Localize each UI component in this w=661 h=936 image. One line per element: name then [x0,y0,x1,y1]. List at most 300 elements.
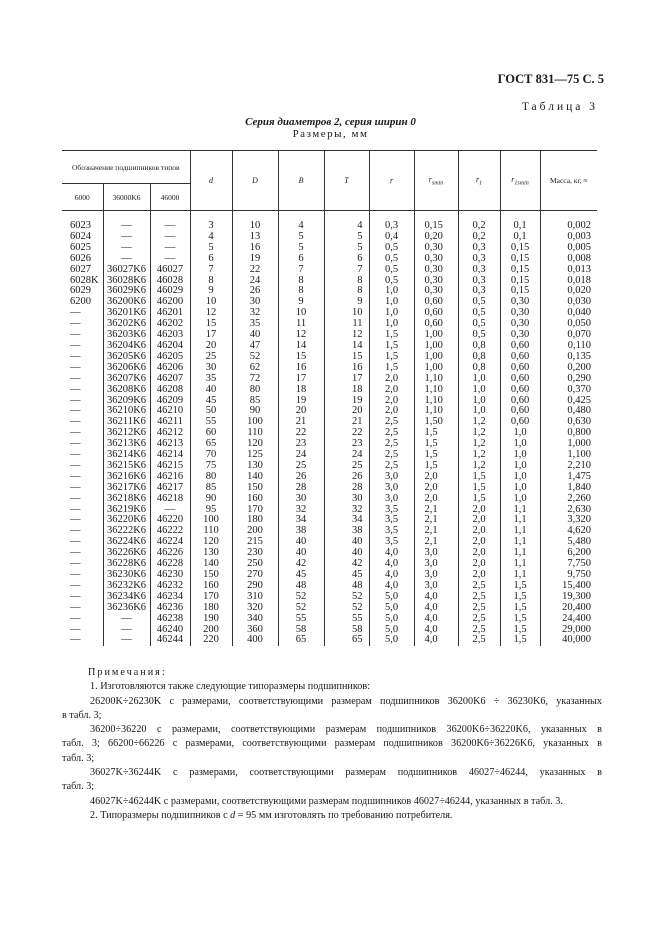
cell-T: 24 [324,450,369,461]
cell-D: 24 [232,276,278,287]
cell-T: 11 [324,319,369,330]
cell-r: 1,5 [369,330,414,341]
cell-T: 6 [324,254,369,265]
cell-r1: 2,5 [458,603,500,614]
cell-D: 26 [232,286,278,297]
cell-T: 9 [324,297,369,308]
cell-type-46000: 46230 [150,570,190,581]
cell-r1smin: 0,15 [500,286,540,297]
table-label: Таблица 3 [521,101,598,113]
cell-r1: 1,0 [458,406,500,417]
cell-r-smin: 0,30 [414,243,458,254]
cell-r: 4,0 [369,570,414,581]
cell-type-6000: — [70,580,81,591]
cell-r: 1,5 [369,363,414,374]
table-row [62,515,597,526]
cell-r1smin: 0,15 [500,243,540,254]
cell-r-smin: 0,20 [414,232,458,243]
cell-mass: 0,002 [540,211,597,232]
cell-d: 9 [190,286,232,297]
table-row [62,406,597,417]
bearing-table [62,150,597,646]
cell-r1: 0,8 [458,341,500,352]
cell-r-smin: 0,30 [414,286,458,297]
cell-r1smin: 1,5 [500,603,540,614]
cell-r: 1,0 [369,319,414,330]
cell-mass: 0,020 [540,286,597,297]
cell-mass: 0,008 [540,254,597,265]
cell-D: 230 [232,548,278,559]
cell-type-36000: — [103,635,150,646]
cell-d: 120 [190,537,232,548]
cell-d: 190 [190,614,232,625]
cell-T: 7 [324,265,369,276]
cell-type-36000: 36228K6 [103,559,150,570]
cell-B: 48 [278,581,324,592]
col-header-mass: Масса, кг, ≈ [540,151,597,211]
cell-type-46000: 46224 [150,537,190,548]
cell-mass: 0,018 [540,276,597,287]
cell-r: 4,0 [369,548,414,559]
cell-type-46000: 46236 [150,603,190,614]
col-header-d: d [190,151,232,211]
table-row [62,625,597,636]
cell-r1: 0,3 [458,265,500,276]
cell-mass: 0,630 [540,417,597,428]
cell-mass: 3,320 [540,515,597,526]
note-1-line-d: 46027K÷46244K с размерами, соответствующими размерам подшипников 46027÷46244, указанных в табл. 3. [90,795,563,807]
cell-r1smin: 1,1 [500,537,540,548]
cell-r1: 1,5 [458,494,500,505]
cell-r1smin: 0,15 [500,254,540,265]
cell-T: 28 [324,483,369,494]
cell-r1smin: 1,0 [500,483,540,494]
cell-type-6000: — [70,406,81,417]
cell-r-smin: 1,5 [414,461,458,472]
cell-r1smin: 0,60 [500,352,540,363]
cell-d: 140 [190,559,232,570]
cell-type-36000: 36215K6 [103,461,150,472]
table-row [62,570,597,581]
cell-B: 32 [278,505,324,516]
cell-T: 34 [324,515,369,526]
cell-B: 11 [278,319,324,330]
cell-D: 47 [232,341,278,352]
cell-d: 65 [190,439,232,450]
cell-r-smin: 1,00 [414,341,458,352]
cell-B: 19 [278,396,324,407]
cell-D: 16 [232,243,278,254]
cell-type-46000: 46214 [150,450,190,461]
cell-r1smin: 0,30 [500,330,540,341]
cell-T: 38 [324,526,369,537]
cell-r: 0,5 [369,276,414,287]
cell-d: 55 [190,417,232,428]
cell-D: 290 [232,581,278,592]
cell-mass: 40,000 [540,635,597,646]
cell-mass: 0,800 [540,428,597,439]
cell-type-46000: 46201 [150,308,190,319]
cell-r-smin: 2,0 [414,472,458,483]
col-header-type-36000: 36000K6 [103,184,150,211]
cell-r1smin: 0,30 [500,319,540,330]
col-header-B: B [278,151,324,211]
col-header-type-46000: 46000 [150,184,190,211]
cell-r1smin: 1,0 [500,472,540,483]
cell-type-6000: — [70,602,81,613]
cell-mass: 0,030 [540,297,597,308]
cell-d: 60 [190,428,232,439]
cell-type-6000: — [70,373,81,384]
cell-T: 22 [324,428,369,439]
cell-r: 2,0 [369,374,414,385]
table-row [62,428,597,439]
cell-type-36000: — [103,614,150,625]
cell-r1: 0,3 [458,254,500,265]
cell-mass: 0,110 [540,341,597,352]
cell-type-36000: 36201K6 [103,308,150,319]
cell-r1: 2,5 [458,635,500,646]
cell-r-smin: 1,50 [414,417,458,428]
cell-r1: 2,5 [458,581,500,592]
cell-B: 45 [278,570,324,581]
cell-r-smin: 0,15 [414,211,458,232]
table-row [62,211,597,232]
cell-D: 170 [232,505,278,516]
cell-D: 22 [232,265,278,276]
cell-mass: 0,425 [540,396,597,407]
cell-r-smin: 1,5 [414,428,458,439]
cell-B: 18 [278,385,324,396]
cell-type-36000: 36220K6 [103,515,150,526]
cell-mass: 1,000 [540,439,597,450]
cell-type-6000: — [70,384,81,395]
cell-type-46000: 46029 [150,286,190,297]
table-row [62,450,597,461]
cell-mass: 1,840 [540,483,597,494]
cell-T: 21 [324,417,369,428]
cell-d: 85 [190,483,232,494]
cell-D: 110 [232,428,278,439]
cell-r: 2,5 [369,417,414,428]
cell-r1: 1,2 [458,417,500,428]
cell-type-46000: 46216 [150,472,190,483]
cell-r-smin: 4,0 [414,625,458,636]
cell-r1: 0,5 [458,319,500,330]
cell-d: 35 [190,374,232,385]
cell-type-46000: 46202 [150,319,190,330]
cell-r1smin: 1,0 [500,461,540,472]
cell-r1smin: 1,1 [500,570,540,581]
cell-type-36000: 36203K6 [103,330,150,341]
cell-type-46000: 46234 [150,592,190,603]
cell-B: 8 [278,286,324,297]
cell-mass: 6,200 [540,548,597,559]
table-row [62,297,597,308]
table-row [62,614,597,625]
cell-r1: 0,5 [458,330,500,341]
cell-r-smin: 4,0 [414,603,458,614]
cell-type-6000: — [70,395,81,406]
cell-r1: 1,2 [458,450,500,461]
cell-r1: 1,5 [458,483,500,494]
notes-title: Примечания: [88,667,167,678]
cell-d: 6 [190,254,232,265]
cell-d: 110 [190,526,232,537]
table-row [62,286,597,297]
cell-D: 215 [232,537,278,548]
cell-r1: 2,0 [458,548,500,559]
cell-T: 19 [324,396,369,407]
cell-type-6000: — [70,417,81,428]
cell-type-36000: 36202K6 [103,319,150,330]
cell-D: 320 [232,603,278,614]
cell-mass: 2,260 [540,494,597,505]
cell-type-36000: 36218K6 [103,494,150,505]
cell-r1: 2,0 [458,537,500,548]
cell-D: 72 [232,374,278,385]
series-title: Серия диаметров 2, серия ширин 0 [245,116,416,128]
cell-d: 8 [190,276,232,287]
cell-mass: 20,400 [540,603,597,614]
table-row [62,417,597,428]
cell-type-6000: — [70,635,81,646]
cell-T: 18 [324,385,369,396]
cell-type-36000: 36222K6 [103,526,150,537]
cell-d: 50 [190,406,232,417]
cell-r1smin: 1,0 [500,428,540,439]
cell-r: 2,5 [369,461,414,472]
cell-mass: 0,370 [540,385,597,396]
cell-type-36000: 36029K6 [103,286,150,297]
cell-T: 65 [324,635,369,646]
cell-D: 30 [232,297,278,308]
table-row [62,232,597,243]
table-row [62,396,597,407]
cell-D: 13 [232,232,278,243]
cell-type-46000: 46244 [150,635,190,646]
cell-r1: 1,0 [458,385,500,396]
cell-r-smin: 3,0 [414,559,458,570]
cell-r1: 2,5 [458,592,500,603]
cell-B: 6 [278,254,324,265]
cell-T: 40 [324,548,369,559]
cell-B: 28 [278,483,324,494]
table-row [62,548,597,559]
cell-type-36000: 36205K6 [103,352,150,363]
cell-r: 5,0 [369,625,414,636]
cell-T: 10 [324,308,369,319]
cell-type-46000: — [150,243,190,254]
cell-r-smin: 2,1 [414,515,458,526]
note-1-line-a1: 26200K÷26230K с размерами, соответствующими размерам подшипников 36200K6 ÷ 36230K6, указанных [90,695,602,707]
cell-r-smin: 3,0 [414,581,458,592]
cell-T: 48 [324,581,369,592]
cell-type-36000: — [103,243,150,254]
cell-B: 21 [278,417,324,428]
cell-r1: 0,3 [458,286,500,297]
cell-r: 5,0 [369,635,414,646]
cell-r: 3,0 [369,494,414,505]
cell-type-36000: 36234K6 [103,592,150,603]
cell-type-6000: — [70,362,81,373]
cell-r1: 1,2 [458,428,500,439]
cell-d: 40 [190,385,232,396]
cell-r1smin: 0,60 [500,406,540,417]
cell-B: 10 [278,308,324,319]
table-row [62,243,597,254]
cell-T: 40 [324,537,369,548]
cell-type-6000: 6027 [70,264,91,275]
cell-B: 34 [278,515,324,526]
cell-type-6000: — [70,460,81,471]
cell-type-36000: — [103,232,150,243]
cell-r: 2,0 [369,385,414,396]
cell-r1smin: 1,1 [500,548,540,559]
cell-r1smin: 0,30 [500,297,540,308]
table-body [62,211,597,647]
cell-type-36000: 36200K6 [103,297,150,308]
cell-T: 20 [324,406,369,417]
cell-mass: 7,750 [540,559,597,570]
table-row [62,461,597,472]
cell-type-6000: — [70,482,81,493]
cell-type-36000: 36209K6 [103,396,150,407]
cell-D: 90 [232,406,278,417]
cell-r: 1,0 [369,297,414,308]
table-row [62,483,597,494]
cell-B: 52 [278,603,324,614]
cell-r-smin: 1,10 [414,385,458,396]
cell-B: 40 [278,537,324,548]
cell-mass: 2,210 [540,461,597,472]
cell-r1smin: 1,1 [500,515,540,526]
cell-type-46000: — [150,254,190,265]
cell-type-46000: 46207 [150,374,190,385]
cell-type-6000: — [70,613,81,624]
cell-d: 150 [190,570,232,581]
cell-type-6000: — [70,515,81,526]
cell-r1smin: 0,60 [500,341,540,352]
table-row [62,341,597,352]
cell-B: 5 [278,243,324,254]
cell-d: 70 [190,450,232,461]
cell-type-36000: — [103,211,150,232]
cell-d: 12 [190,308,232,319]
cell-type-6000: — [70,308,81,319]
cell-mass: 4,620 [540,526,597,537]
cell-D: 35 [232,319,278,330]
note-1-line-c1: 36027K÷36244K с размерами, соответствующими размерам подшипников 46027÷46244, указанных в [90,767,602,779]
cell-type-36000: 36211K6 [103,417,150,428]
cell-B: 24 [278,450,324,461]
cell-D: 130 [232,461,278,472]
col-header-D: D [232,151,278,211]
cell-B: 20 [278,406,324,417]
cell-r1smin: 0,60 [500,396,540,407]
cell-type-46000: 46220 [150,515,190,526]
cell-type-36000: 36204K6 [103,341,150,352]
cell-T: 17 [324,374,369,385]
cell-B: 9 [278,297,324,308]
cell-T: 32 [324,505,369,516]
cell-r-smin: 2,1 [414,537,458,548]
cell-r1: 2,0 [458,515,500,526]
cell-r: 2,5 [369,428,414,439]
cell-mass: 9,750 [540,570,597,581]
cell-type-6000: — [70,526,81,537]
cell-B: 14 [278,341,324,352]
cell-r1: 0,8 [458,363,500,374]
table-row [62,276,597,287]
cell-T: 55 [324,614,369,625]
cell-T: 58 [324,625,369,636]
cell-B: 65 [278,635,324,646]
note-1-intro: 1. Изготовляются также следующие типоразмеры подшипников: [90,681,371,693]
table-row [62,308,597,319]
cell-d: 25 [190,352,232,363]
cell-mass: 0,003 [540,232,597,243]
cell-type-36000: 36206K6 [103,363,150,374]
cell-d: 90 [190,494,232,505]
cell-type-6000: — [70,471,81,482]
cell-r: 3,0 [369,483,414,494]
cell-type-36000: 36219K6 [103,505,150,516]
cell-r-smin: 0,30 [414,254,458,265]
cell-T: 8 [324,286,369,297]
cell-type-46000: 46232 [150,581,190,592]
cell-T: 14 [324,341,369,352]
cell-type-46000: 46228 [150,559,190,570]
table-row [62,526,597,537]
cell-type-36000: 36208K6 [103,385,150,396]
cell-type-46000: 46028 [150,276,190,287]
designation-group-header: Обозначение подшипников типов [62,151,190,184]
cell-r-smin: 3,0 [414,548,458,559]
cell-type-46000: 46211 [150,417,190,428]
cell-D: 32 [232,308,278,319]
cell-type-36000: 36217K6 [103,483,150,494]
cell-r1: 0,2 [458,211,500,232]
cell-r-smin: 1,10 [414,406,458,417]
cell-r1: 1,2 [458,461,500,472]
cell-r1: 2,0 [458,505,500,516]
cell-B: 12 [278,330,324,341]
cell-type-36000: — [103,254,150,265]
cell-B: 30 [278,494,324,505]
table-row [62,537,597,548]
cell-type-36000: 36214K6 [103,450,150,461]
table-row [62,581,597,592]
sizes-label: Размеры, мм [292,128,369,140]
cell-mass: 1,100 [540,450,597,461]
cell-r-smin: 0,60 [414,319,458,330]
cell-type-6000: 6200 [70,297,91,308]
notes-section [62,666,602,823]
cell-r-smin: 1,00 [414,363,458,374]
cell-r1smin: 0,60 [500,363,540,374]
cell-T: 42 [324,559,369,570]
cell-T: 52 [324,603,369,614]
cell-r: 2,0 [369,406,414,417]
table-row [62,439,597,450]
cell-r: 2,0 [369,396,414,407]
cell-r-smin: 1,5 [414,450,458,461]
cell-type-6000: — [70,493,81,504]
cell-B: 40 [278,548,324,559]
cell-r1: 0,2 [458,232,500,243]
cell-type-36000: 36212K6 [103,428,150,439]
